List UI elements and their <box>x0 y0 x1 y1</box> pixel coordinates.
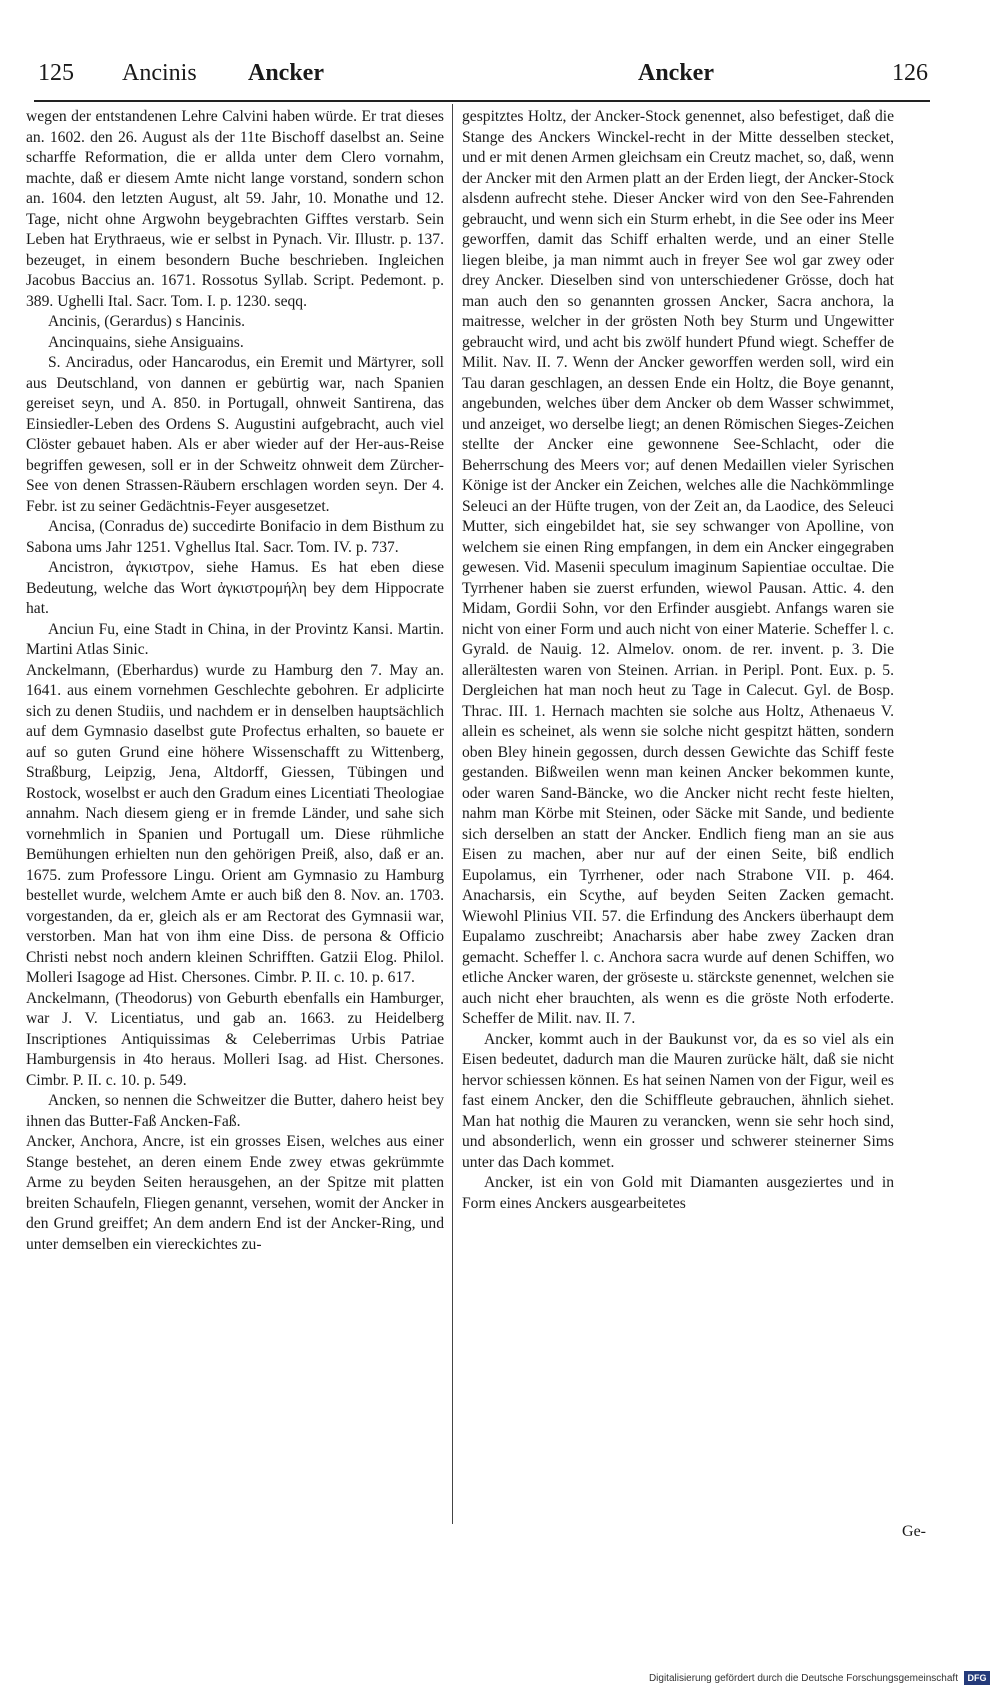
entry-paragraph: S. Anciradus, oder Hancarodus, ein Eremit und Märtyrer, soll aus Deutschland, von dannen er gebürtig war, nach Spanien gereiset seyn, und A. 850. in Portugall, ohnweit Santirena, das Einsiedler-Leben des Ordens S. Augustini aufgebracht, auch viel Clöster gebauet haben. Als er aber wieder auf der Her-aus-Reise begriffen gewesen, soll er in der Schweitz ohnweit dem Zürcher-See von denen Strassen-Räubern erschlagen worden seyn. Der 4. Febr. ist zu seiner Gedächtnis-Feyer ausgesetzet. <box>26 354 444 515</box>
running-headword-right: Ancker <box>638 60 714 86</box>
catchword: Ge- <box>902 1523 926 1540</box>
running-headword-left-b: Ancker <box>248 60 324 86</box>
column-divider <box>452 104 453 1524</box>
entry-paragraph: Anckelmann, (Eberhardus) wurde zu Hamburg den 7. May an. 1641. aus einem vornehmen Geschlechte gebohren. Er adplicirte sich zu denen Studiis, und nachdem er in denselben hauptsächlich auf dem Gymnasio daselbst gute Profectus erhalten, so bauete er auf so guten Grund eine höhere Wissenschafft zu Wittenberg, Straßburg, Leipzig, Jena, Altdorff, Giessen, Tübingen und Rostock, woselbst er auch den Gradum eines Licentiati Theologiae annahm. Nach diesem gieng er in fremde Länder, und sahe sich vornehmlich in Spanien und Portugall um. Diese rühmliche Bemühungen erhielten nun den gehörigen Preiß, also, daß er an. 1675. zum Professore Lingu. Orient am Gymnasio zu Hamburg bestellet wurde, welchem Amte er auch biß den 8. Nov. an. 1703. vorgestanden, da er, gleich als er am Rectorat des Gymnasii war, verstorben. Man hat von ihm eine Diss. de persona & Officio Christi nebst noch andern kleinen Schrifften. Gatzii Elog. Philol. Molleri Isagoge ad Hist. Chersones. Cimbr. P. II. c. 10. p. 617. <box>26 661 444 986</box>
page-number-left: 125 <box>38 60 74 86</box>
right-column <box>462 107 894 1214</box>
running-headword-left-a: Ancinis <box>122 60 197 86</box>
entry-paragraph: Ancker, kommt auch in der Baukunst vor, da es so viel als ein Eisen bedeutet, dadurch man die Mauren zurücke hält, daß sie nicht hervor schiessen können. Es hat seinen Namen von der Figur, weil es fast einem Ancker, den die Schiffleute gebrauchen, ähnlich siehet. Man hat nothig die Mauren zu verancken, wenn sie sehr hoch sind, und absonderlich, wenn ein grosser und schwerer steinerner Sims unter das Dach kommet. <box>462 1030 894 1171</box>
left-column <box>26 107 444 1255</box>
page-number-right: 126 <box>892 60 928 86</box>
dfg-logo-icon: DFG <box>964 1671 990 1685</box>
footer <box>649 1671 990 1685</box>
entry-paragraph: Anciun Fu, eine Stadt in China, in der Provintz Kansi. Martin. Martini Atlas Sinic. <box>26 620 444 658</box>
entry-paragraph: wegen der entstandenen Lehre Calvini haben würde. Er trat dieses an. 1602. den 26. August als der 11te Bischoff daselbst an. Seine scharffe Reformation, die er allda unter dem Clero vornahm, machte, daß er diesem Amte nicht lange vorstand, sondern schon an. 1604. den letzten August, alt 59. Jahr, 10. Monathe und 12. Tage, nicht ohne Argwohn beygebrachten Gifftes verstarb. Sein Leben hat Erythraeus, wie er selbst in Pynach. Vir. Illustr. p. 137. bezeuget, in einem besondern Buche beschrieben. Ingleichen Jacobus Baccius an. 1671. Rossotus Syllab. Script. Pedemont. p. 389. Ughelli Ital. Sacr. Tom. I. p. 1230. seqq. <box>26 108 444 310</box>
header-rule <box>34 100 930 102</box>
entry-paragraph: Ancistron, ἀγκιστρον, siehe Hamus. Es hat eben diese Bedeutung, welche das Wort ἀγκιστρομήλη bey dem Hippocrate hat. <box>26 559 444 617</box>
footer-credit: Digitalisierung gefördert durch die Deutsche Forschungsgemeinschaft <box>648 1672 958 1684</box>
entry-paragraph: Ancker, Anchora, Ancre, ist ein grosses Eisen, welches aus einer Stange bestehet, an deren einem Ende zwey etwas gekrümmte Arme zu beyden Seiten herausgehen, an der Spitze mit platten breiten Schaufeln, Fliegen genannt, versehen, womit der Ancker in den Grund greiffet; An dem andern End ist der Ancker-Ring, und unter demselben ein viereckichtes zu- <box>26 1133 444 1253</box>
entry-paragraph: Anckelmann, (Theodorus) von Geburth ebenfalls ein Hamburger, war J. V. Licentiatus, und gab an. 1663. zu Heidelberg Inscriptiones Antiquissimas & Celeberrimas Urbis Patriae Hamburgensis in 4to heraus. Molleri Isag. ad Hist. Chersones. Cimbr. P. II. c. 10. p. 549. <box>26 989 444 1089</box>
page-header <box>38 60 928 96</box>
entry-paragraph: Ancken, so nennen die Schweitzer die Butter, dahero heist bey ihnen das Butter-Faß Ancken-Faß. <box>26 1092 444 1130</box>
entry-paragraph: Ancinis, (Gerardus) s Hancinis. <box>48 313 246 330</box>
entry-paragraph: Ancker, ist ein von Gold mit Diamanten ausgeziertes und in Form eines Anckers ausgearbeitetes <box>462 1174 894 1212</box>
entry-paragraph: gespitztes Holtz, der Ancker-Stock genennet, also befestiget, daß die Stange des Anckers Winckel-recht in der Mitte desselben stecket, und er mit denen Armen gleichsam ein Creutz machet, so, daß, wenn der Ancker mit den Armen platt an der Erden liegt, der Ancker-Stock alsdenn aufrecht stehe. Dieser Ancker wird von den See-Fahrenden gebraucht, und wenn sich ein Sturm erhebt, in die See oder ins Meer geworffen, damit das Schiff erhalten werde, und an einer Stelle liegen bleibe, ja man nimmt auch in freyer See wol gar zwey oder drey Ancker. Dieselben sind von unterschiedener Grösse, doch hat man auch den so genannten grossen Ancker, Sacra anchora, la maitresse, welcher in der grösten Noth bey Sturm und Ungewitter gebraucht wird, und acht bis zwölf hundert Pfund wiegt. Scheffer de Milit. Nav. II. 7. Wenn der Ancker geworffen werden soll, wird ein Tau daran geschlagen, an dessen Ende ein Holtz, die Boye genannt, angebunden, welches über dem Ancker ob dem Wasser schwimmet, und anzeiget, wo derselbe liegt; an denen Römischen Sieges-Zeichen stellte der Ancker eine gewonnene See-Schlacht, oder die Beherrschung des Meers vor; auf denen Medaillen vieler Syrischen Könige ist der Ancker ein Zeichen, welches alle die Nachkömmlinge Seleuci an der Hüfte trugen, von der Zeit an, da Laodice, des Seleuci Mutter, sich eingebildet hat, sie sey schwanger von Apolline, von welchem sie einen Ring empfangen, in dem ein Ancker eingegraben gewesen. Vid. Masenii speculum imaginum Sapientiae occultae. Die Tyrrhener haben sie zuerst erfunden, wiewol Pausan. Attic. 4. den Midam, Gordii Sohn, vor den Erfinder ausgiebt. Anfangs waren sie nicht von einer Form und auch nicht von einer Materie. Scheffer l. c. Gyrald. de Nauig. 12. Almelov. onom. de rer. invent. p. 3. Die allerältesten waren von Steinen. Arrian. in Peripl. Pont. Eux. p. 5. Dergleichen hat man noch heut zu Tage in Calecut. Gyl. de Bosp. Thrac. III. 1. Hernach machten sie solche aus Holtz, Athenaeus V. allein es scheinet, als wenn sie solche nicht gespitzt hätten, sondern oben Bley hinein gegossen, durch dessen Gewichte das Schiff feste gestanden. Bißweilen wenn man keinen Ancker bekommen kunte, oder waren Sand-Bäncke, wo die Ancker nicht recht feste hielten, nahm man Körbe mit Steinen, oder Säcke mit Sande, und bediente sich derselben an statt der Ancker. Endlich fieng man an sie aus Eisen zu machen, aber nur auf der einen Seite, biß endlich Eupolamus, ein Tyrrhener, oder nach Strabone VII. p. 464. Anacharsis, ein Scythe, auf beyden Seiten Zacken gemacht. Wiewohl Plinius VII. 57. die Erfindung des Anckers überhaupt dem Eupalamo zuschreibt; Anacharsis aber habe zwey Zacken dran gemacht. Scheffer l. c. Anchora sacra wurde auf denen Schiffen, wo etliche Ancker waren, der gröseste u. stärckste genennet, welchen sie auch nicht eher brauchten, als wenn es die gröste Noth erfoderte. Scheffer de Milit. nav. II. 7. <box>462 108 894 1027</box>
entry-paragraph: Ancisa, (Conradus de) succedirte Bonifacio in dem Bisthum zu Sabona ums Jahr 1251. Vghellus Ital. Sacr. Tom. IV. p. 737. <box>26 518 444 556</box>
entry-paragraph: Ancinquains, siehe Ansiguains. <box>48 333 244 351</box>
